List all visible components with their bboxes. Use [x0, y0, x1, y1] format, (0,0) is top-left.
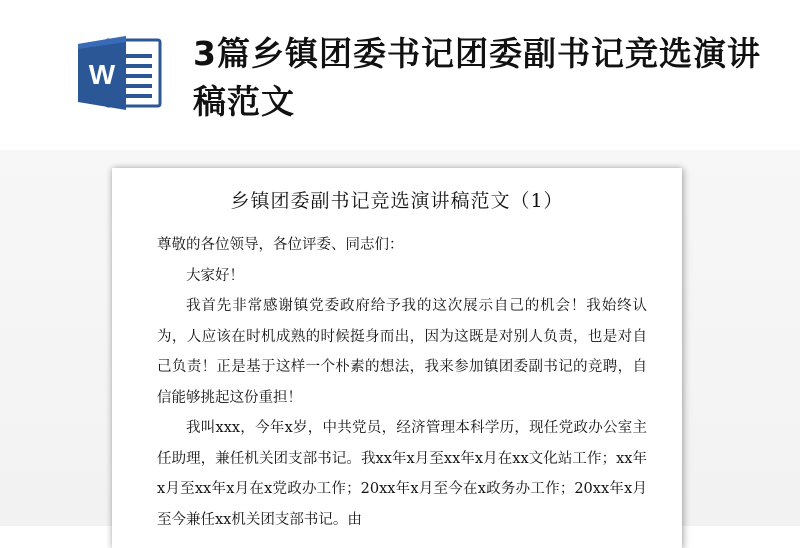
svg-text:W: W	[88, 59, 116, 90]
paragraph-intro: 我首先非常感谢镇党委政府给予我的这次展示自己的机会！我始终认为，人应该在时机成熟的时候挺身而出，因为这既是对别人负责，也是对自己负责！正是基于这样一个朴素的想法，我来参加镇团委副书记的竞聘，自信能够挑起这份重担！	[157, 298, 647, 406]
document-body	[157, 230, 647, 535]
document-page	[112, 168, 682, 548]
header	[0, 0, 800, 150]
greeting: 大家好！	[186, 267, 244, 284]
salutation: 尊敬的各位领导，各位评委、同志们：	[157, 237, 404, 253]
page-title: 3篇乡镇团委书记团委副书记竞选演讲稿范文	[193, 34, 761, 121]
document-title: 乡镇团委副书记竞选演讲稿范文（1）	[230, 190, 564, 212]
paragraph-self-intro: 我叫xxx，今年x岁，中共党员，经济管理本科学历，现任党政办公室主任助理，兼任机关团支部书记。我xx年x月至xx年x月在xx文化站工作；xx年x月至xx年x月在x党政办工作；20xx年x月至今在x政务办工作；20xx年x月至今兼任xx机关团支部书记。由	[157, 420, 647, 528]
word-document-icon	[76, 34, 164, 112]
